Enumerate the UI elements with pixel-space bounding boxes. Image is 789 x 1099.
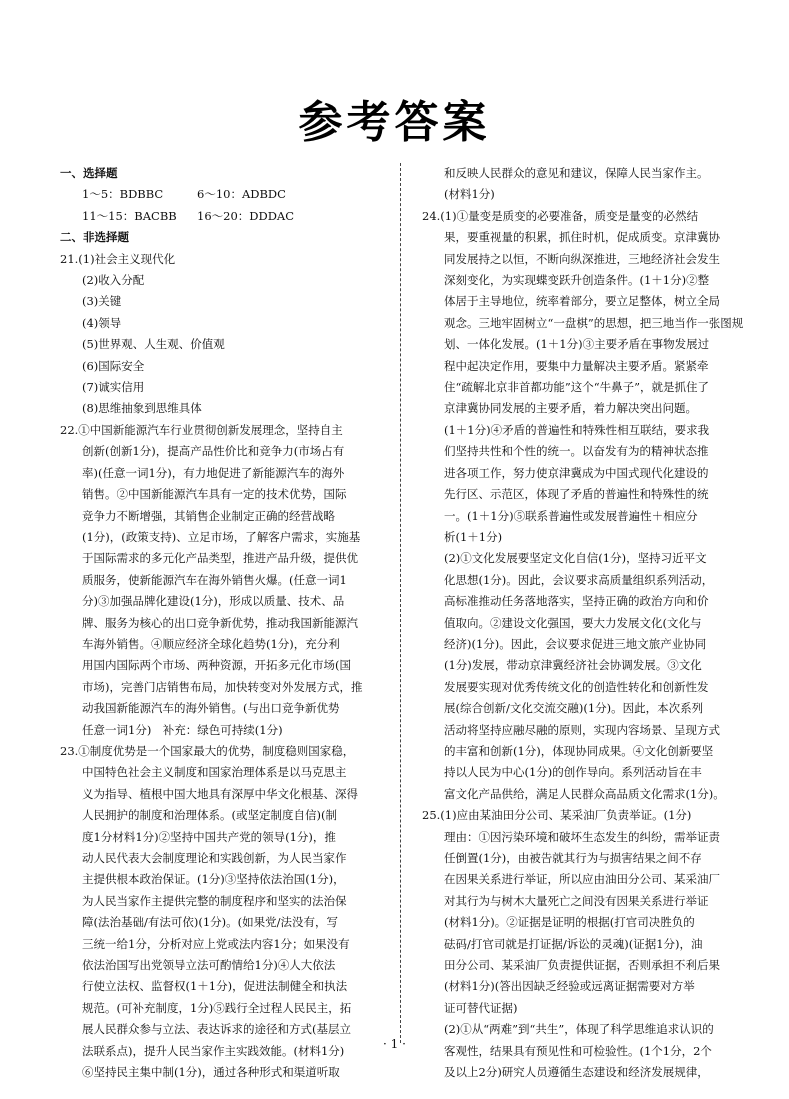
right-column [422,163,751,1083]
left-column [60,163,382,1083]
answer-line: 规范。(可补充制度，1分)⑤践行全过程人民民主，拓 [82,1000,352,1015]
choice-answer-group: 6～10：ADBDC [197,187,286,202]
answer-line: 竞争力不断增强，其销售企业制定正确的经营战略 [82,508,335,523]
answer-line: 义为指导、植根中国大地具有深厚中华文化根基、深得 [82,786,358,801]
answer-line: 为人民当家作主提供完整的制度程序和坚实的法治保 [82,893,347,908]
answer-line: 进各项工作，努力使京津冀成为中国式现代化建设的 [444,465,709,480]
answer-line: 销售。②中国新能源汽车具有一定的技术优势，国际 [82,487,347,502]
answer-line: 先行区、示范区，体现了矛盾的普遍性和特殊性的统 [444,487,709,502]
answer-line: 和反映人民群众的意见和建议，保障人民当家作主。 [444,166,709,180]
answer-line: (材料1分) [444,187,495,202]
answer-line: (材料1分)。②证据是证明的根据(打官司决胜负的 [444,915,695,930]
choice-answer-row [60,184,382,205]
page-number: · 1 · [383,1037,406,1051]
answer-line: 证可替代证据) [444,1000,518,1015]
answer-line: 划、一体化发展。(1＋1分)③主要矛盾在事物发展过 [444,337,710,352]
answer-line: 行使立法权、监督权(1＋1分)，促进法制健全和执法 [82,979,348,994]
page-title: 参考答案 [298,97,491,148]
answer-line: 的丰富和创新(1分)，体现协同成果。④文化创新要坚 [444,743,714,758]
answer-line: 23.①制度优势是一个国家最大的优势，制度稳则国家稳， [60,743,355,758]
answer-line: (8)思维抽象到思维具体 [82,401,202,416]
answer-line: 在因果关系进行举证，所以应由油田分公司、某采油厂 [444,872,720,887]
answer-line: 分)③加强品牌化建设(1分)，形成以质量、技术、品 [82,594,345,609]
answer-line: 发展要实现对优秀传统文化的创造性转化和创新性发 [444,679,709,694]
answer-line: 动人民代表大会制度理论和实践创新，为人民当家作 [82,851,347,865]
answer-line: 牌、服务为核心的出口竞争新优势，推动我国新能源汽 [82,615,358,630]
answer-line: (1分)发展，带动京津冀经济社会协调发展。③文化 [444,658,702,673]
answer-line: 高标准推动任务落地落实，坚持正确的政治方向和价 [444,594,709,609]
column-divider [400,163,401,1043]
choice-answer-group: 16～20：DDDAC [197,208,295,223]
answer-line: 析(1＋1分) [444,529,503,544]
answer-line: 25.(1)应由某油田分公司、某采油厂负责举证。(1分) [422,808,692,823]
answer-line: 展(综合创新/文化交流交融)(1分)。因此，本次系列 [444,701,704,716]
answer-line: 住“疏解北京非首都功能”这个“牛鼻子”，就是抓住了 [444,380,710,395]
answer-line: 中国特色社会主义制度和国家治理体系是以马克思主 [82,765,347,780]
answer-line: 创新(创新1分)，提高产品性价比和竞争力(市场占有 [82,444,345,459]
answer-line: 经济)(1分)。因此，会议要求促进三地文旅产业协同 [444,636,707,651]
answer-line: 们坚持共性和个性的统一。以奋发有为的精神状态推 [444,444,709,459]
answer-line: 22.①中国新能源汽车行业贯彻创新发展理念，坚持自主 [60,422,343,437]
answer-line: 化思想(1分)。因此，会议要求高质量组织系列活动， [444,572,714,587]
answer-line: 任倒置(1分)，由被告就其行为与损害结果之间不存 [444,851,702,865]
answer-line: 三统一给1分，分析对应上党或法内容1分；如果没有 [82,936,350,951]
answer-line: 体居于主导地位，统率着部分，要立足整体，树立全局 [444,294,720,309]
answer-line: 理由：①因污染环境和破坏生态发生的纠纷，需举证责 [444,829,720,844]
answer-line: 人民拥护的制度和治理体系。(或坚定制度自信)(制 [82,808,337,823]
answer-line: 同发展持之以恒，不断向纵深推进，三地经济社会发生 [444,251,720,266]
answer-line: 砝码/打官司就是打证据/诉讼的灵魂)(证据1分)，油 [444,936,703,951]
answer-line: (2)①文化发展要坚定文化自信(1分)，坚持习近平文 [444,551,707,566]
answer-line: 率)(任意一词1分)，有力地促进了新能源汽车的海外 [82,465,345,480]
answer-line: (7)诚实信用 [82,380,145,395]
answer-line: 果，要重视量的积累，抓住时机，促成质变。京津冀协 [444,230,720,245]
answer-line: (2)①从“两难”到“共生”，体现了科学思维追求认识的 [444,1022,714,1037]
answer-line: (材料1分)(答出因缺乏经验或远离证据需要对方举 [444,979,695,994]
answer-line: (6)国际安全 [82,358,145,373]
answer-line: 于国际需求的多元化产品类型，推进产品升级，提供优 [82,551,358,566]
answer-line: 程中起决定作用，要集中力量解决主要矛盾。紧紧牵 [444,358,709,373]
section-heading: 二、非选择题 [60,230,129,245]
answer-line: 深刻变化，为实现蝶变跃升创造条件。(1＋1分)②整 [444,273,710,288]
answer-line: 度1分材料1分)②坚持中国共产党的领导(1分)，推 [82,829,336,844]
answer-line: 对其行为与树木大量死亡之间没有因果关系进行举证 [444,893,709,908]
answer-line: 动我国新能源汽车的海外销售。(与出口竞争新优势 [82,701,340,716]
answer-line: 法联系点)，提升人民当家作主实践效能。(材料1分) [82,1043,345,1058]
answer-line: 值取向。②建设文化强国，要大力发展文化(文化与 [444,615,702,630]
answer-line: 主提供根本政治保证。(1分)③坚持依法治国(1分)， [82,872,345,887]
answer-line: 持以人民为中心(1分)的创作导向。系列活动旨在丰 [444,765,702,780]
answer-line: 用国内国际两个市场、两种资源，开拓多元化市场(国 [82,658,351,673]
answer-line: (5)世界观、人生观、价值观 [82,337,225,352]
answer-line: 车海外销售。④顺应经济全球化趋势(1分)，充分利 [82,636,340,651]
answer-line: (3)关键 [82,294,122,309]
answer-line: (4)领导 [82,315,122,330]
choice-answer-group: 11～15：BACBB [82,208,177,223]
answer-line: 观念。三地牢固树立“一盘棋”的思想，把三地当作一张图规 [444,315,744,330]
answer-line: ⑥坚持民主集中制(1分)，通过各种形式和渠道听取 [82,1065,340,1080]
answer-line: 京津冀协同发展的主要矛盾，着力解决突出问题。 [444,401,697,416]
answer-line: 活动将坚持应融尽融的原则，实现内容场景、呈现方式 [444,722,720,737]
answer-line: 24.(1)①量变是质变的必要准备，质变是量变的必然结 [422,208,699,223]
section-heading: 一、选择题 [60,166,118,180]
answer-line: 客观性，结果具有预见性和可检验性。(1个1分，2个 [444,1043,712,1058]
answer-line: 一。(1＋1分)⑤联系普遍性或发展普遍性＋相应分 [444,508,698,523]
answer-line: 障(法治基础/有法可依)(1分)。(如果党/法没有，写 [82,915,338,930]
answer-line: (1＋1分)④矛盾的普遍性和特殊性相互联结，要求我 [444,422,710,437]
choice-answer-row [60,206,382,227]
answer-line: 及以上2分)研究人员遵循生态建设和经济发展规律， [444,1065,709,1080]
answer-line: 21.(1)社会主义现代化 [60,251,176,266]
answer-line: 富文化产品供给，满足人民群众高品质文化需求(1分)。 [444,786,725,801]
answer-line: 市场)，完善门店销售布局，加快转变对外发展方式，推 [82,679,363,694]
answer-line: 展人民群众参与立法、表达诉求的途径和方式(基层立 [82,1022,351,1037]
answer-line: (1分)，(政策支持)、立足市场，了解客户需求，实施基 [82,529,361,544]
answer-line: (2)收入分配 [82,273,145,288]
answer-line: 田分公司、某采油厂负责提供证据，否则承担不利后果 [444,958,720,973]
answer-line: 任意一词1分) 补充：绿色可持续(1分) [82,722,283,737]
choice-answer-group: 1～5：BDBBC [82,187,164,202]
answer-line: 质服务，使新能源汽车在海外销售火爆。(任意一词1 [82,572,347,587]
answer-line: 依法治国写出党领导立法可酌情给1分)④人大依法 [82,958,336,973]
